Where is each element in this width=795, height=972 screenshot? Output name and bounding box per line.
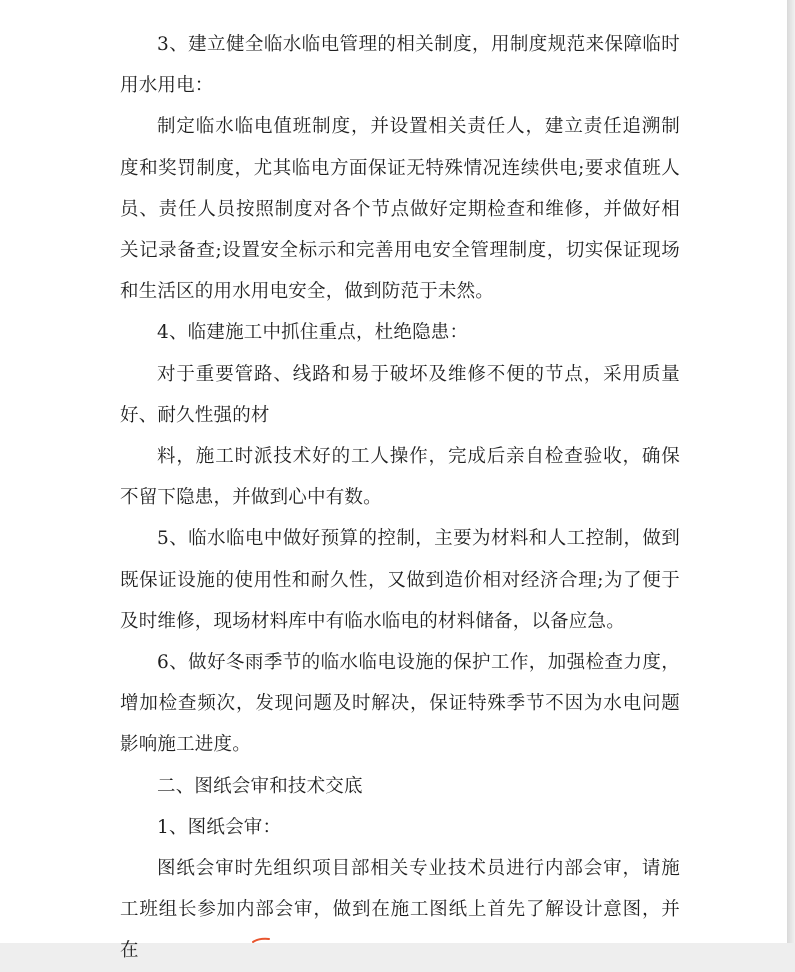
paragraph-section-6: 6、做好冬雨季节的临水临电设施的保护工作，加强检查力度，增加检查频次，发现问题及时解决，保证特殊季节不因为水电问题影响施工进度。 [120,652,680,756]
paragraph-duty-system: 制定临水临电值班制度，并设置相关责任人，建立责任追溯制度和奖罚制度，尤其临电方面保证无特殊情况连续供电;要求值班人员、责任人员按照制度对各个节点做好定期检查和维修，并做好相关记录备查;设置安全标示和完善用电安全管理制度，切实保证现场和生活区的用水用电安全，做到防范于未然。 [120,116,680,303]
document-body [120,24,680,972]
page-edge-shadow [787,0,795,943]
paragraph-section-4: 4、临建施工中抓住重点，杜绝隐患： [157,322,469,344]
paragraph-section-5: 5、临水临电中做好预算的控制，主要为材料和人工控制，做到既保证设施的使用性和耐久性，又做到造价相对经济合理;为了便于及时维修，现场材料库中有临水临电的材料储备，以备应急。 [120,528,680,632]
paragraph-section-3: 3、建立健全临水临电管理的相关制度，用制度规范来保障临时用水用电： [120,34,680,97]
paragraph-key-nodes: 对于重要管路、线路和易于破坏及维修不便的节点，采用质量好、耐久性强的材 [120,363,680,426]
paragraph-drawing-review: 图纸会审时先组织项目部相关专业技术员进行内部会审，请施工班组长参加内部会审，做到在施工图纸上首先了解设计意图，并在 [120,858,680,962]
heading-drawing-review-1: 1、图纸会审： [157,816,282,838]
heading-drawing-review: 二、图纸会审和技术交底 [157,775,363,797]
paragraph-construction-quality: 料，施工时派技术好的工人操作，完成后亲自检查验收，确保不留下隐患，并做到心中有数。 [120,446,680,509]
orange-mark-icon [252,937,270,943]
